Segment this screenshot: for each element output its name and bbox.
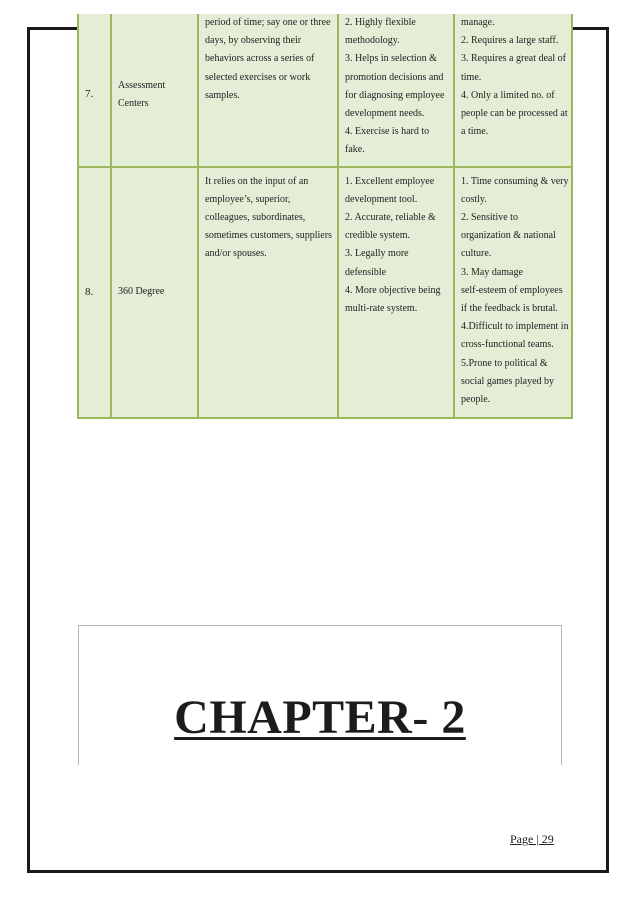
limitation-line: if the feedback is brutal.: [461, 303, 558, 315]
advantage-line: multi-rate system.: [345, 303, 418, 315]
sr-no: 7.: [85, 88, 94, 101]
sr-no-cell: [78, 14, 111, 167]
description-line: sometimes customers, suppliers: [205, 230, 332, 242]
limitation-line: 5.Prone to political &: [461, 357, 548, 369]
limitation-line: 4.Difficult to implement in: [461, 321, 569, 333]
limitation-line: 2. Sensitive to: [461, 212, 518, 224]
limitation-line: costly.: [461, 193, 487, 205]
method-name-line: Centers: [118, 97, 149, 109]
description-cell: [198, 14, 338, 167]
advantage-line: development needs.: [345, 108, 425, 120]
advantage-line: methodology.: [345, 35, 400, 47]
limitation-line: 1. Time consuming & very: [461, 175, 569, 187]
chapter-title-box: [78, 625, 562, 765]
table-row: [78, 14, 572, 167]
advantage-line: 1. Excellent employee: [345, 175, 435, 187]
method-name-cell: [111, 14, 198, 167]
table-row: [78, 167, 572, 419]
advantage-line: 4. Exercise is hard to: [345, 126, 430, 138]
advantage-line: fake.: [345, 144, 365, 156]
page-number: Page | 29: [510, 832, 554, 846]
sr-no-cell: [78, 167, 111, 419]
description-line: period of time; say one or three: [205, 17, 331, 28]
sr-no: 8.: [85, 285, 94, 298]
limitation-line: 3. Requires a great deal of: [461, 53, 566, 65]
description-cell: [198, 167, 338, 419]
limitation-line: culture.: [461, 248, 492, 260]
advantage-line: 2. Accurate, reliable &: [345, 212, 436, 224]
appraisal-methods-table: [77, 14, 573, 419]
advantage-line: for diagnosing employee: [345, 89, 445, 101]
limitations-cell: [454, 14, 572, 167]
advantage-line: 3. Helps in selection &: [345, 53, 437, 65]
description-line: It relies on the input of an: [205, 175, 309, 187]
description-line: employee’s, superior,: [205, 193, 291, 205]
limitation-line: cross-functional teams.: [461, 339, 554, 351]
description-line: and/or spouses.: [205, 248, 267, 260]
advantage-line: promotion decisions and: [345, 71, 444, 83]
advantages-cell: [338, 14, 454, 167]
limitation-line: 4. Only a limited no. of: [461, 89, 555, 101]
advantage-line: 2. Highly flexible: [345, 17, 416, 28]
description-line: colleagues, subordinates,: [205, 212, 306, 224]
description-line: samples.: [205, 89, 240, 101]
limitation-line: self-esteem of employees: [461, 284, 563, 296]
limitation-line: organization & national: [461, 230, 556, 242]
limitation-line: 3. May damage: [461, 266, 523, 278]
advantage-line: 4. More objective being: [345, 284, 441, 296]
description-line: behaviors across a series of: [205, 53, 315, 65]
limitation-line: time.: [461, 71, 482, 83]
limitation-line: manage.: [461, 17, 495, 28]
limitation-line: social games played by: [461, 375, 555, 387]
description-line: selected exercises or work: [205, 71, 311, 83]
method-name: 360 Degree: [118, 286, 165, 298]
method-name-line: Assessment: [118, 79, 166, 91]
method-name-cell: [111, 167, 198, 419]
limitation-line: people.: [461, 394, 491, 406]
description-line: days, by observing their: [205, 35, 302, 47]
limitations-cell: [454, 167, 572, 419]
limitation-line: 2. Requires a large staff.: [461, 35, 559, 47]
advantage-line: 3. Legally more: [345, 248, 409, 260]
chapter-title: CHAPTER- 2: [174, 691, 466, 744]
advantages-cell: [338, 167, 454, 419]
advantage-line: defensible: [345, 266, 387, 278]
limitation-line: people can be processed at: [461, 108, 568, 120]
limitation-line: a time.: [461, 126, 489, 138]
advantage-line: development tool.: [345, 193, 418, 205]
advantage-line: credible system.: [345, 230, 410, 242]
